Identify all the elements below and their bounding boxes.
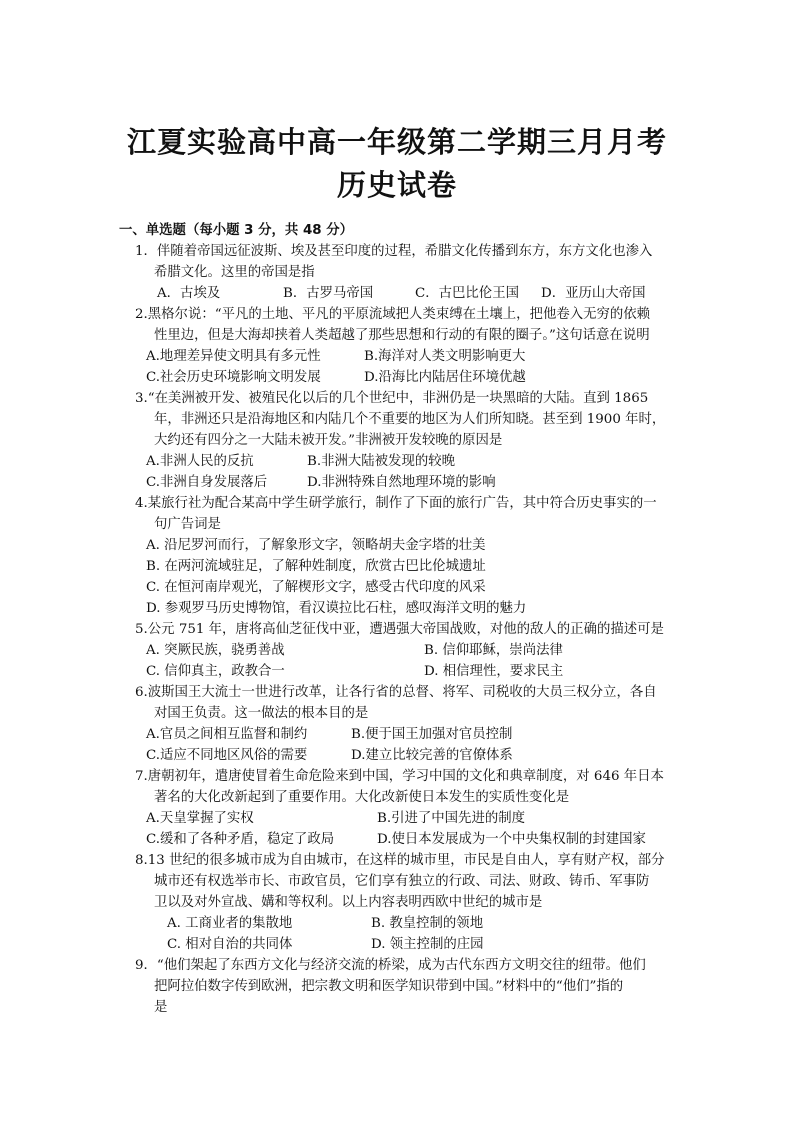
q5-option-b: B. 信仰耶稣，崇尚法律 — [424, 643, 563, 658]
q5-option-d: D. 相信理性，要求民主 — [424, 664, 564, 679]
q4-option-d: D. 参观罗马历史博物馆，看汉谟拉比石柱，感叹海洋文明的魅力 — [146, 601, 527, 616]
q2-stem-line2: 性里边，但是大海却挟着人类超越了那些思想和行动的有限的圈子。”这句话意在说明 — [154, 328, 650, 343]
q7-option-b: B.引进了中国先进的制度 — [377, 811, 526, 826]
q2-option-c: C.社会历史环境影响文明发展 — [146, 370, 321, 385]
q8-stem-line1: 8.13 世纪的很多城市成为自由城市，在这样的城市里，市民是自由人，享有财产权，部分 — [135, 853, 665, 868]
q8-option-d: D. 领主控制的庄园 — [371, 937, 484, 952]
q3-option-a: A.非洲人民的反抗 — [146, 454, 254, 469]
q6-option-d: D.建立比较完善的官僚体系 — [351, 748, 513, 763]
q1-option-a: A．古埃及 — [157, 286, 221, 301]
q7-option-a: A.天皇掌握了实权 — [146, 811, 254, 826]
q9-stem-line2: 把阿拉伯数字传到欧洲，把宗教文明和医学知识带到中国。”材料中的“他们”指的 — [154, 979, 624, 994]
q2-option-b: B.海洋对人类文明影响更大 — [364, 349, 526, 364]
q1-stem-line2: 希腊文化。这里的帝国是指 — [154, 265, 315, 280]
exam-title-line1: 江夏实验高中高一年级第二学期三月月考 — [126, 125, 667, 159]
q6-stem-line1: 6.波斯国王大流士一世进行改革，让各行省的总督、将军、司税收的大员三权分立，各自 — [135, 685, 657, 700]
q6-option-b: B.便于国王加强对官员控制 — [351, 727, 513, 742]
q8-option-c: C. 相对自治的共同体 — [167, 937, 293, 952]
q2-option-d: D.沿海比内陆居住环境优越 — [364, 370, 526, 385]
q9-stem-line3: 是 — [154, 1000, 168, 1015]
q3-stem-line3: 大约还有四分之一大陆未被开发。”非洲被开发较晚的原因是 — [154, 433, 503, 448]
q4-stem-line2: 句广告词是 — [154, 517, 221, 532]
q7-option-d: D.使日本发展成为一个中央集权制的封建国家 — [377, 832, 646, 847]
q4-option-b: B. 在两河流域驻足，了解种姓制度，欣赏古巴比伦城遗址 — [146, 559, 486, 574]
q1-option-c: C．古巴比伦王国 — [415, 286, 519, 301]
q4-option-c: C. 在恒河南岸观光，了解楔形文字，感受古代印度的风采 — [146, 580, 486, 595]
q7-stem-line2: 著名的大化改新起到了重要作用。大化改新使日本发生的实质性变化是 — [154, 790, 570, 805]
q4-option-a: A. 沿尼罗河而行，了解象形文字，领略胡夫金字塔的壮美 — [146, 538, 486, 553]
q3-stem-line2: 年，非洲还只是沿海地区和内陆几个不重要的地区为人们所知晓。甚至到 1900 年时， — [154, 412, 666, 427]
q6-option-a: A.官员之间相互监督和制约 — [146, 727, 308, 742]
q5-option-c: C. 信仰真主，政教合一 — [146, 664, 285, 679]
q1-stem-line1: 1．伴随着帝国远征波斯、埃及甚至印度的过程，希腊文化传播到东方，东方文化也渗入 — [135, 244, 653, 259]
q5-stem-line1: 5.公元 751 年，唐将高仙芝征伐中亚，遭遇强大帝国战败，对他的敌人的正确的描述可是 — [135, 622, 664, 637]
q9-stem-line1: 9．“他们架起了东西方文化与经济交流的桥梁，成为古代东西方文明交往的纽带。他们 — [135, 958, 646, 973]
exam-title-line2: 历史试卷 — [336, 168, 457, 202]
q3-stem-line1: 3.“在美洲被开发、被殖民化以后的几个世纪中，非洲仍是一块黑暗的大陆。直到 1865 — [135, 391, 649, 406]
q6-option-c: C.适应不同地区风俗的需要 — [146, 748, 308, 763]
q3-option-d: D.非洲特殊自然地理环境的影响 — [307, 475, 496, 490]
q5-option-a: A. 突厥民族，骁勇善战 — [146, 643, 285, 658]
section-heading: 一、单选题（每小题 3 分，共 48 分） — [119, 223, 354, 238]
q8-option-b: B. 教皇控制的领地 — [371, 916, 484, 931]
q1-option-b: B．古罗马帝国 — [283, 286, 374, 301]
q2-stem-line1: 2.黑格尔说：“平凡的土地、平凡的平原流域把人类束缚在土壤上，把他卷入无穷的依赖 — [135, 307, 651, 322]
q7-option-c: C.缓和了各种矛盾，稳定了政局 — [146, 832, 335, 847]
q1-option-d: D．亚历山大帝国 — [541, 286, 646, 301]
q8-stem-line3: 卫以及对外宣战、媾和等权利。以上内容表明西欧中世纪的城市是 — [154, 895, 543, 910]
q4-stem-line1: 4.某旅行社为配合某高中学生研学旅行，制作了下面的旅行广告，其中符合历史事实的一 — [135, 496, 657, 511]
q6-stem-line2: 对国王负责。这一做法的根本目的是 — [154, 706, 369, 721]
q3-option-b: B.非洲大陆被发现的较晚 — [307, 454, 456, 469]
q2-option-a: A.地理差异使文明具有多元性 — [146, 349, 321, 364]
q7-stem-line1: 7.唐朝初年，遣唐使冒着生命危险来到中国，学习中国的文化和典章制度，对 646 年日本 — [135, 769, 664, 784]
q8-stem-line2: 城市还有权选举市长、市政官员，它们享有独立的行政、司法、财政、铸币、军事防 — [154, 874, 650, 889]
q3-option-c: C.非洲自身发展落后 — [146, 475, 268, 490]
q8-option-a: A. 工商业者的集散地 — [167, 916, 293, 931]
